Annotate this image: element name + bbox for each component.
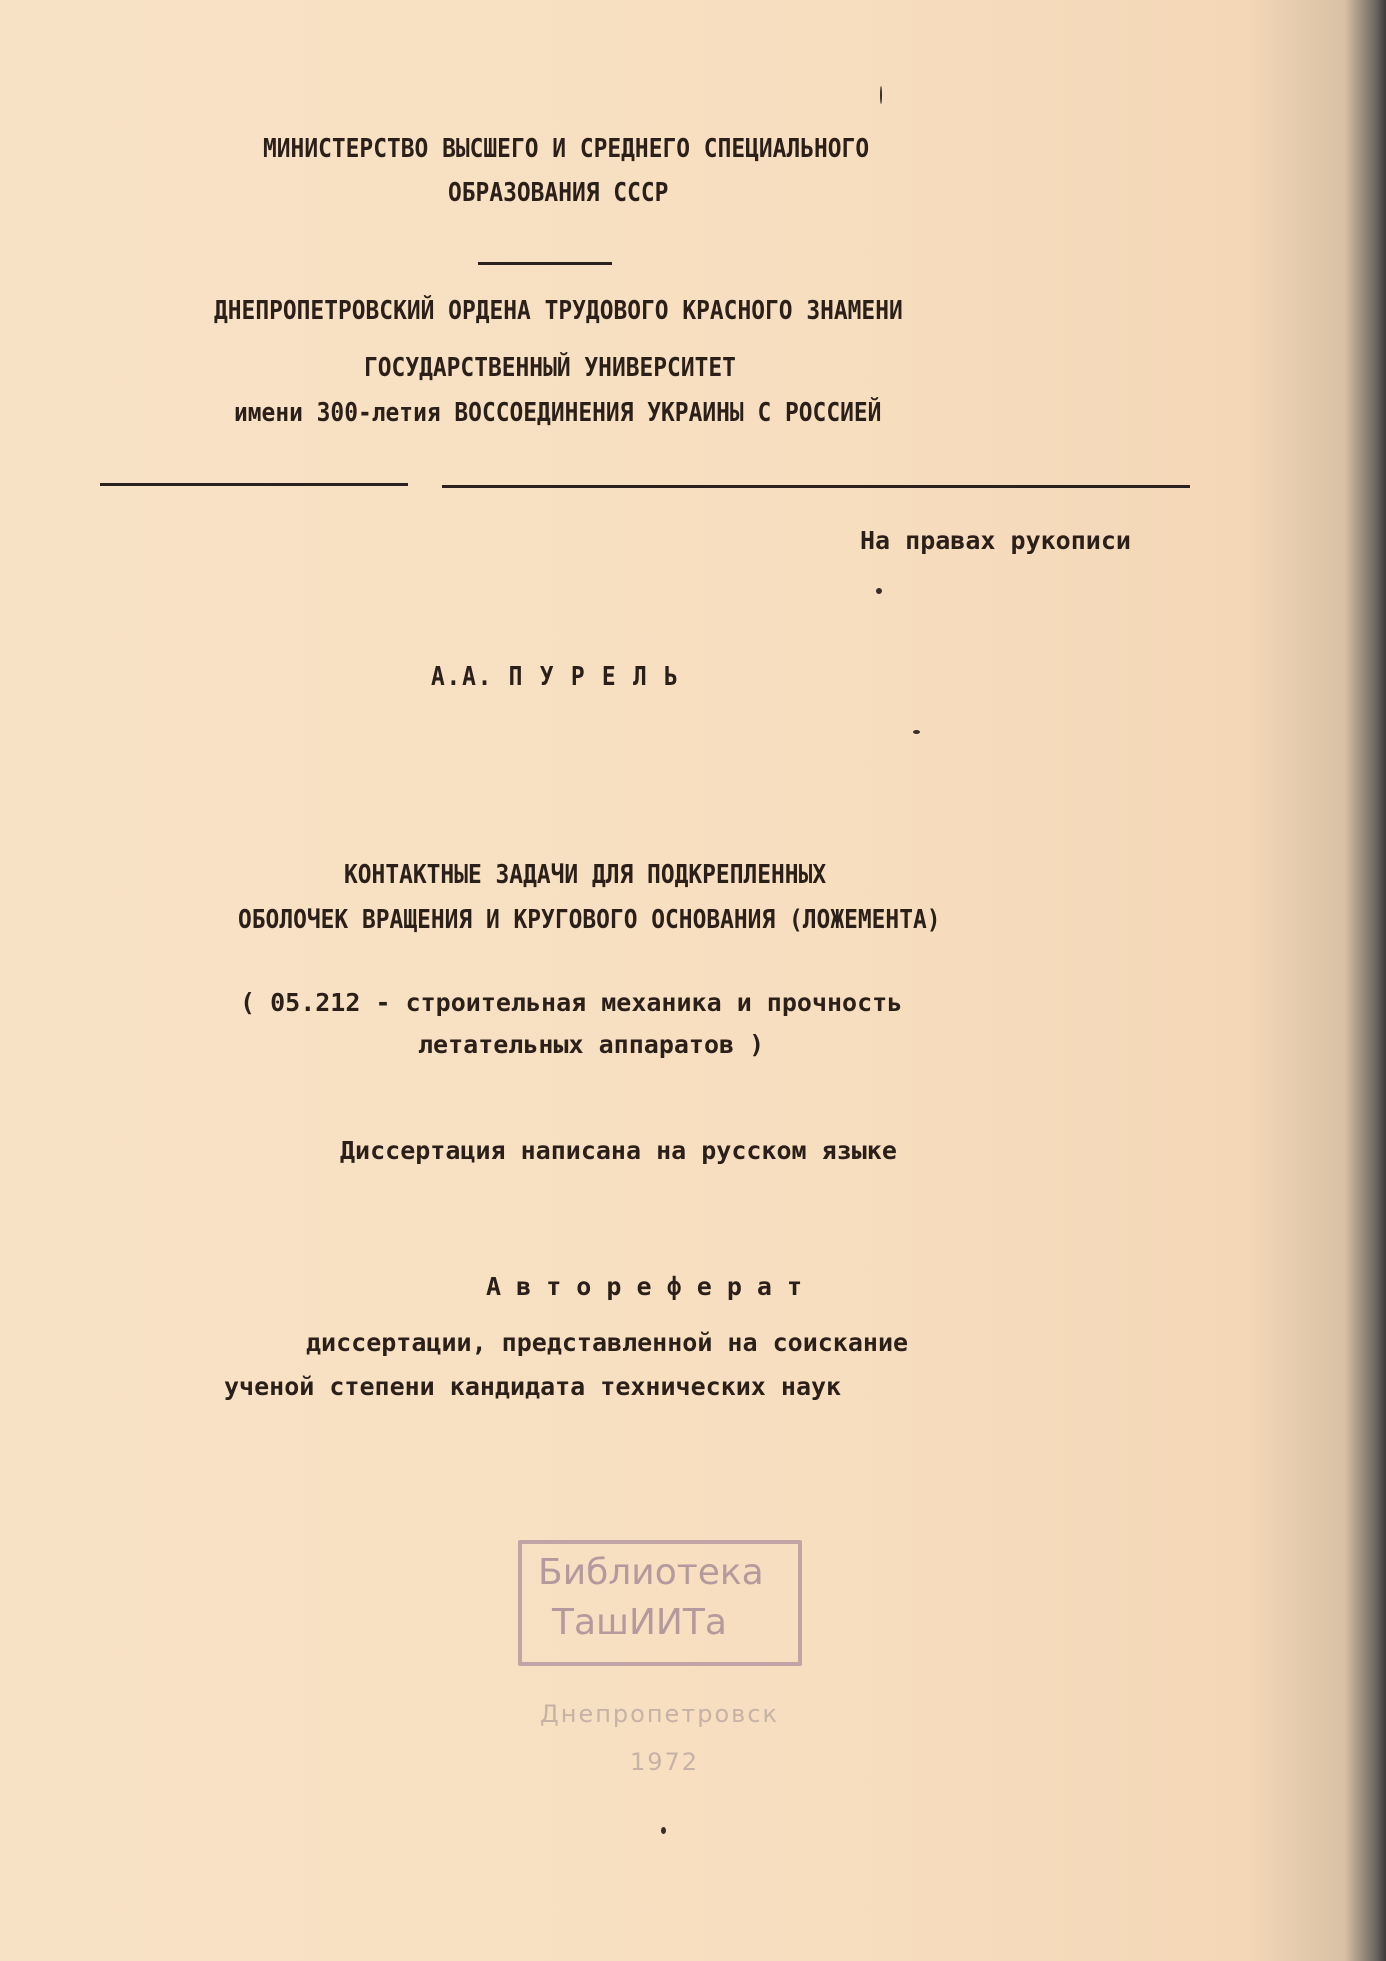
ink-speck bbox=[661, 1827, 666, 1834]
stamp-line-2: ТашИИТа bbox=[552, 1602, 727, 1643]
short-divider bbox=[478, 262, 612, 265]
title-line-2: ОБОЛОЧЕК ВРАЩЕНИЯ И КРУГОВОГО ОСНОВАНИЯ (ЛОЖЕМЕНТА) bbox=[238, 905, 941, 935]
title-line-1: КОНТАКТНЫЕ ЗАДАЧИ ДЛЯ ПОДКРЕПЛЕННЫХ bbox=[344, 860, 827, 890]
ministry-line-2: ОБРАЗОВАНИЯ СССР bbox=[448, 178, 669, 208]
abstract-line-2: ученой степени кандидата технических наук bbox=[224, 1372, 842, 1401]
ministry-line-1: МИНИСТЕРСТВО ВЫСШЕГО И СРЕДНЕГО СПЕЦИАЛЬНОГО bbox=[263, 134, 870, 164]
specialty-line-2: летательных аппаратов ) bbox=[418, 1030, 765, 1059]
library-stamp bbox=[518, 1540, 802, 1666]
abstract-heading: А в т о р е ф е р а т bbox=[486, 1272, 803, 1301]
university-line-1: ДНЕПРОПЕТРОВСКИЙ ОРДЕНА ТРУДОВОГО КРАСНОГО ЗНАМЕНИ bbox=[214, 296, 903, 326]
ink-speck bbox=[913, 730, 920, 734]
long-divider-right bbox=[442, 485, 1190, 488]
specialty-line-1: ( 05.212 - строительная механика и прочность bbox=[240, 988, 903, 1017]
publication-year: 1972 bbox=[630, 1748, 700, 1776]
ink-speck bbox=[876, 588, 882, 594]
university-line-2: ГОСУДАРСТВЕННЫЙ УНИВЕРСИТЕТ bbox=[364, 353, 736, 383]
manuscript-note: На правах рукописи bbox=[860, 526, 1131, 555]
stamp-line-1: Библиотека bbox=[538, 1552, 764, 1593]
city-name: Днепропетровск bbox=[540, 1700, 780, 1728]
long-divider-left bbox=[100, 483, 408, 486]
abstract-line-1: диссертации, представленной на соискание bbox=[306, 1328, 909, 1357]
language-note: Диссертация написана на русском языке bbox=[340, 1136, 897, 1165]
university-line-3: имени 300-летия ВОССОЕДИНЕНИЯ УКРАИНЫ С РОССИЕЙ bbox=[234, 398, 882, 428]
author-name: А.А. П У Р Е Л Ь bbox=[431, 662, 680, 692]
ink-mark bbox=[880, 86, 882, 104]
